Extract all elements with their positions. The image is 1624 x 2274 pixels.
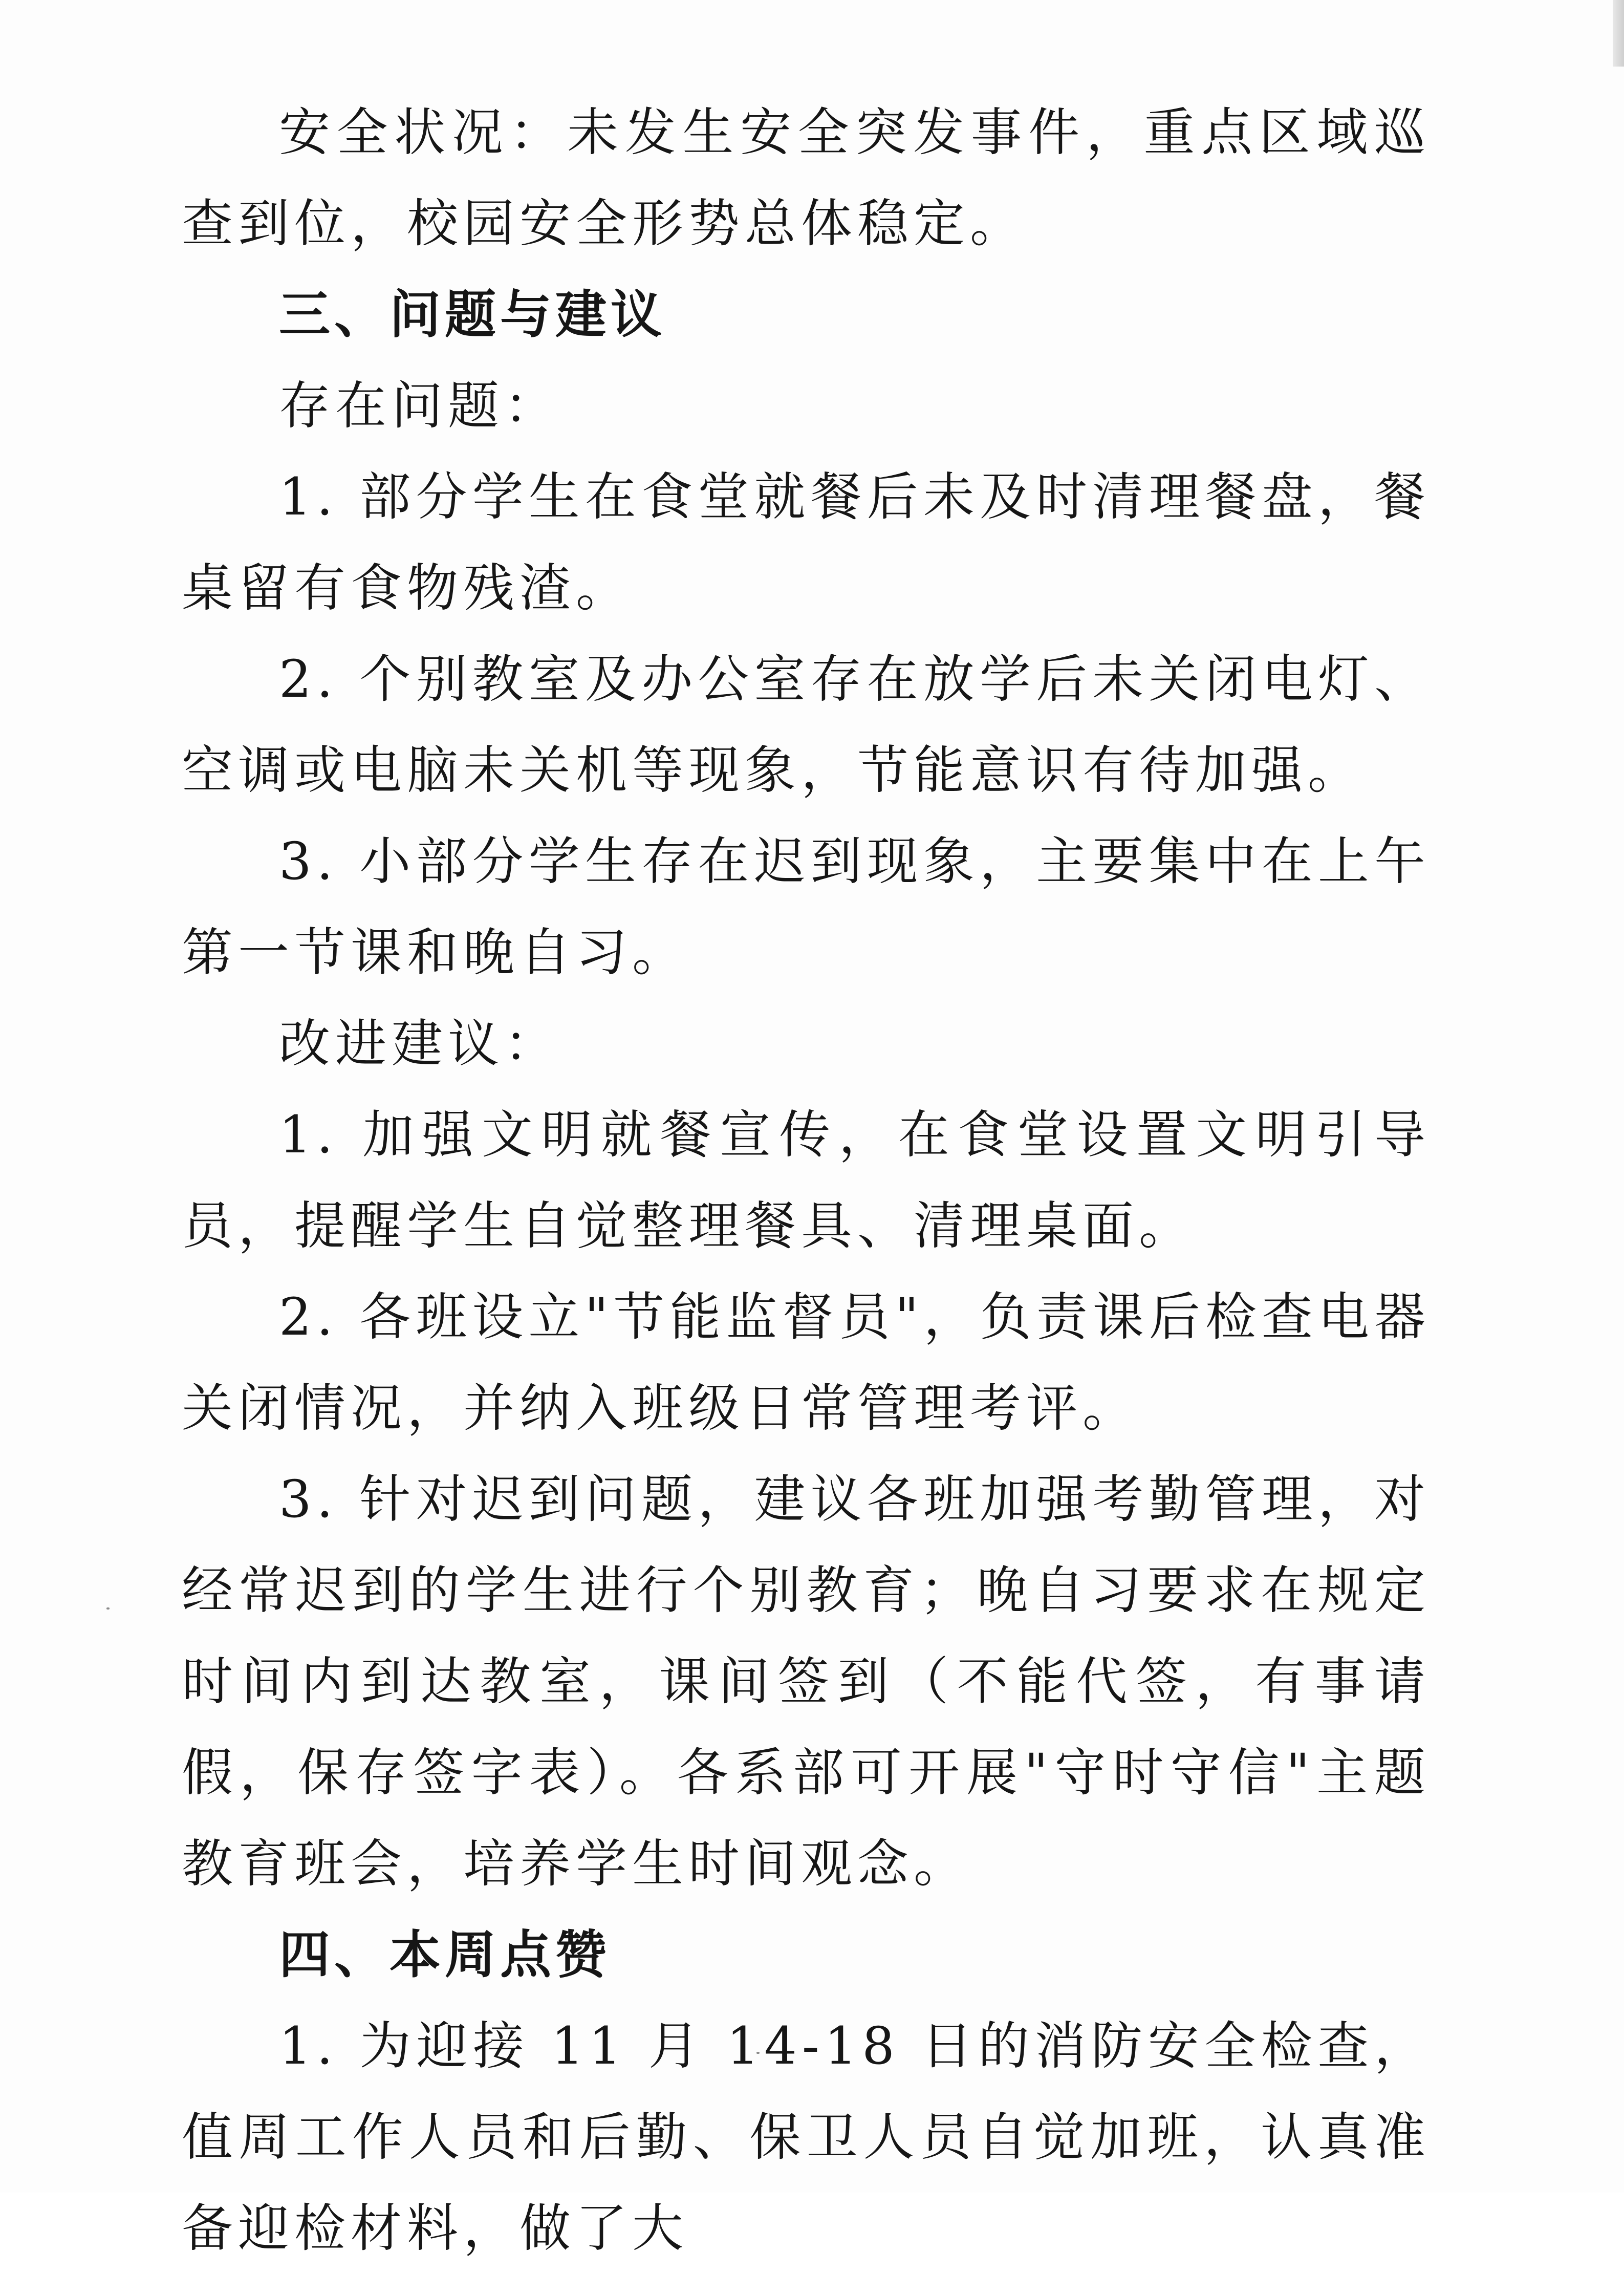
paragraph-safety-status: 安全状况：未发生安全突发事件，重点区域巡查到位，校园安全形势总体稳定。 xyxy=(182,102,1431,253)
scan-edge-shadow xyxy=(1613,0,1624,67)
subheading-existing-problems: 存在问题： xyxy=(279,376,560,436)
subheading-improvement-suggestions: 改进建议： xyxy=(279,1014,560,1074)
praise-item-1: 1. 为迎接 11 月 14-18 日的消防安全检查，值周工作人员和后勤、保卫人员自觉加班，认真准备迎检材料，做了大 xyxy=(182,2016,1431,2258)
suggestion-item-1: 1. 加强文明就餐宣传，在食堂设置文明引导员，提醒学生自觉整理餐具、清理桌面。 xyxy=(182,1105,1431,1256)
scan-speck xyxy=(106,1607,110,1610)
document-body xyxy=(182,87,1431,2274)
suggestion-item-2: 2. 各班设立"节能监督员"，负责课后检查电器关闭情况，并纳入班级日常管理考评。 xyxy=(182,1287,1431,1438)
problem-item-3: 3. 小部分学生存在迟到现象，主要集中在上午第一节课和晚自习。 xyxy=(182,831,1431,982)
problem-item-1: 1. 部分学生在食堂就餐后未及时清理餐盘，餐桌留有食物残渣。 xyxy=(182,467,1431,618)
section-heading-issues-suggestions: 三、问题与建议 xyxy=(279,285,666,345)
problem-item-2: 2. 个别教室及办公室存在放学后未关闭电灯、空调或电脑未关机等现象，节能意识有待加强。 xyxy=(182,649,1431,800)
suggestion-item-3: 3. 针对迟到问题，建议各班加强考勤管理，对经常迟到的学生进行个别教育；晚自习要求在规定时间内到达教室，课间签到（不能代签，有事请假，保存签字表）。各系部可开展"守时守信"主题教育班会，培养学生时间观念。 xyxy=(182,1469,1431,1894)
section-heading-weekly-praise: 四、本周点赞 xyxy=(279,1925,611,1985)
